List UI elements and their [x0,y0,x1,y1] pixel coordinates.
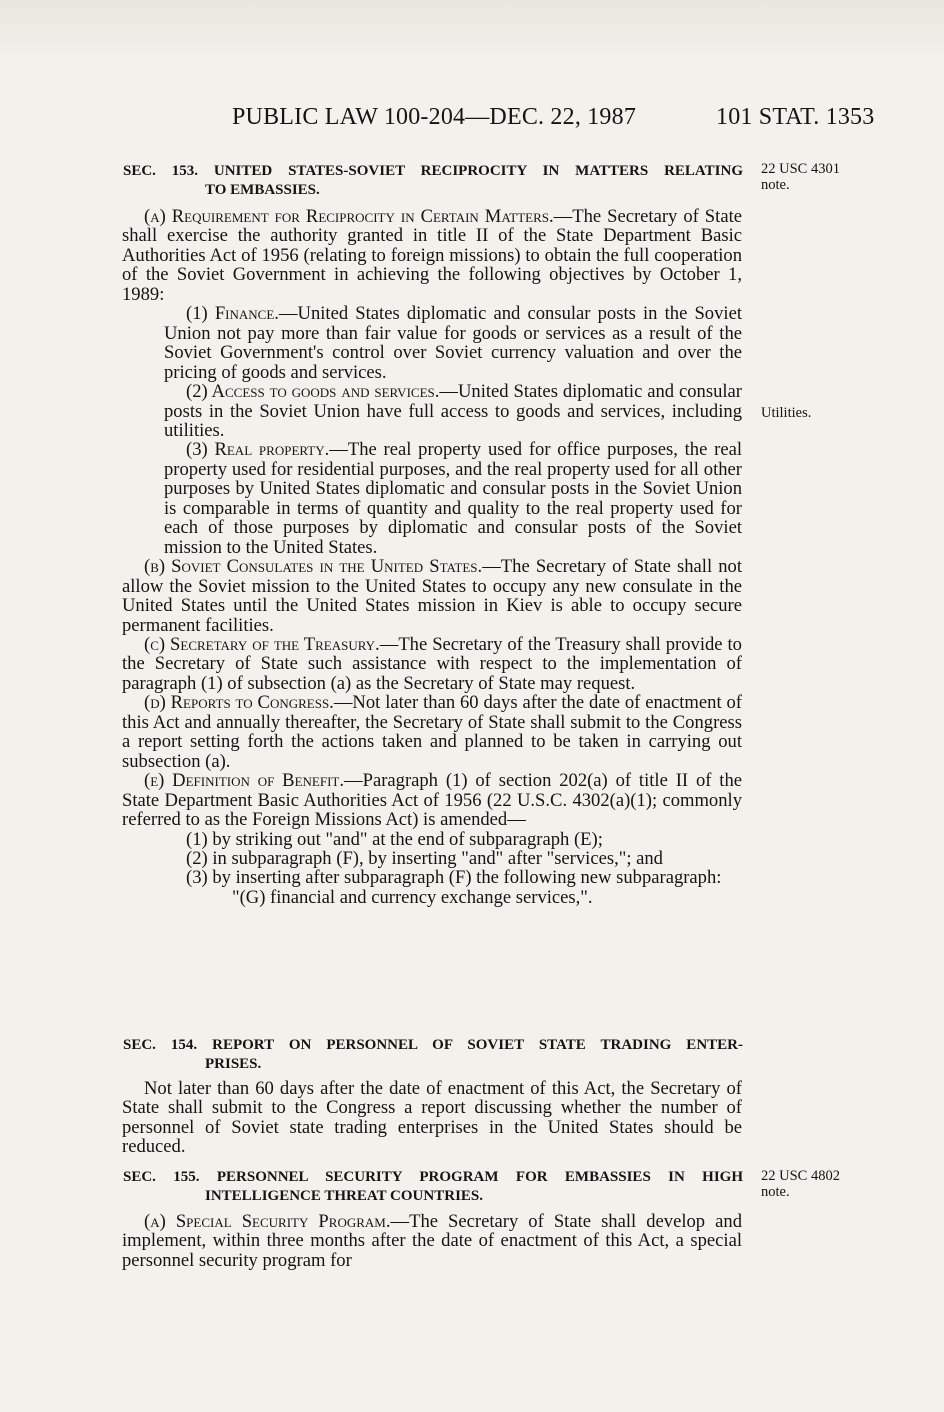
paragraph-2-access [122,382,742,440]
subsection-e-label: (e) Definition of Benefit. [144,770,345,792]
subsection-a-label: (a) Requirement for Reciprocity in Certain Matters. [144,206,554,227]
section-155-a-label: (a) Special Security Program. [144,1211,391,1232]
running-header-title: PUBLIC LAW 100-204—DEC. 22, 1987 [232,104,637,130]
section-153-heading-line1: SEC. 153. UNITED STATES-SOVIET RECIPROCITY IN MATTERS RELATING [123,163,743,179]
subsection-b-text: —The Secretary of State shall not allow the Soviet mission to the United States to occupy any new consulate in the United States until the United States mission in Kiev is able to occupy secure permanent facilities. [122,556,742,636]
subsection-c-text: —The Secretary of the Treasury shall provide to the Secretary of State such assistance with respect to the implementation of paragraph (1) of subsection (a) as the Secretary of State may request. [122,633,742,694]
subsection-d-text: —Not later than 60 days after the date of enactment of this Act and annually thereafter, the Secretary of State shall submit to the Congress a report setting forth the actions taken and planned to be taken in carrying out subsection (a). [122,692,742,772]
section-154-text: Not later than 60 days after the date of enactment of this Act, the Secretary of State shall submit to the Congress a report discussing whether the number of personnel of Soviet state trading enterprises in the United States should be reduced. [122,1078,742,1158]
amendment-2: (2) in subparagraph (F), by inserting "and" after "services,"; and [186,847,663,869]
paragraph-1-label: (1) Finance. [186,303,279,325]
section-153-margin-note [761,161,840,193]
section-154-heading [123,1036,743,1074]
section-155-subsection-a [122,1212,742,1270]
section-155-heading-line1: SEC. 155. PERSONNEL SECURITY PROGRAM FOR EMBASSIES IN HIGH [123,1169,743,1185]
section-155-heading [123,1168,743,1206]
section-155-body [122,1212,742,1270]
subsection-b-label: (b) Soviet Consulates in the United States. [144,556,483,578]
section-154-heading-line1: SEC. 154. REPORT ON PERSONNEL OF SOVIET STATE TRADING ENTER- [123,1037,743,1053]
section-153-heading [123,162,743,200]
margin-note-line: note. [761,1184,790,1200]
subsection-b [122,557,742,635]
subsection-a [122,207,742,304]
paragraph-1-text: —United States diplomatic and consular posts in the Soviet Union not pay more than fair value for goods or services as a result of the Soviet Government's control over Soviet currency valuation and over the pricing of goods and services. [164,303,742,383]
subsection-d-label: (d) Reports to Congress. [144,692,334,714]
section-155-a-text: —The Secretary of State shall develop and implement, within three months after the date of enactment of this Act, a special personnel security program for [122,1211,742,1271]
paragraph-2-text: —United States diplomatic and consular posts in the Soviet Union have full access to goods and services, including utilities. [164,381,742,441]
section-155-margin-note [761,1168,840,1200]
paragraph-3-text: —The real property used for office purposes, the real property used for residential purposes, and the real property used for all other purposes by United States diplomatic and consular posts in the Soviet Union is comparable in terms of quantity and quality to the real property used for each of those purposes by diplomatic and consular posts of the Soviet mission to the United States. [164,439,742,558]
subsection-c-label: (c) Secretary of the Treasury. [144,633,380,655]
subsection-e [122,771,742,829]
subsection-c [122,635,742,693]
amendment-1: (1) by striking out "and" at the end of subparagraph (E); [186,828,603,850]
amendment-3: (3) by inserting after subparagraph (F) the following new subparagraph: [186,867,722,889]
paragraph-3-real-property [122,440,742,557]
paragraph-2-label: (2) Access to goods and services. [186,381,440,403]
utilities-margin-note: Utilities. [761,405,812,421]
section-153-heading-line2: TO EMBASSIES. [205,182,320,198]
subsection-d [122,693,742,771]
section-155-heading-line2: INTELLIGENCE THREAT COUNTRIES. [205,1188,483,1204]
margin-note-line: 22 USC 4802 [761,1168,840,1184]
margin-note-line: note. [761,177,790,193]
section-153-body [122,207,742,907]
section-154-body [122,1079,742,1157]
paragraph-1-finance [122,304,742,382]
subsection-a-text: —The Secretary of State shall exercise the authority granted in title II of the State Department Basic Authorities Act of 1956 (relating to foreign missions) to obtain the full cooperation of the Soviet Government in achieving the following objectives by October 1, 1989: [122,206,742,305]
paragraph-3-label: (3) Real property. [186,439,330,461]
scan-edge [0,0,944,60]
margin-note-line: 22 USC 4301 [761,161,840,177]
page-number: 101 STAT. 1353 [716,104,875,130]
amendment-3-quote: "(G) financial and currency exchange services,". [232,886,593,908]
section-154-heading-line2: PRISES. [205,1056,262,1072]
subsection-e-text: —Paragraph (1) of section 202(a) of title II of the State Department Basic Authorities Act of 1956 (22 U.S.C. 4302(a)(1); commonly referred to as the Foreign Missions Act) is amended— [122,770,742,831]
